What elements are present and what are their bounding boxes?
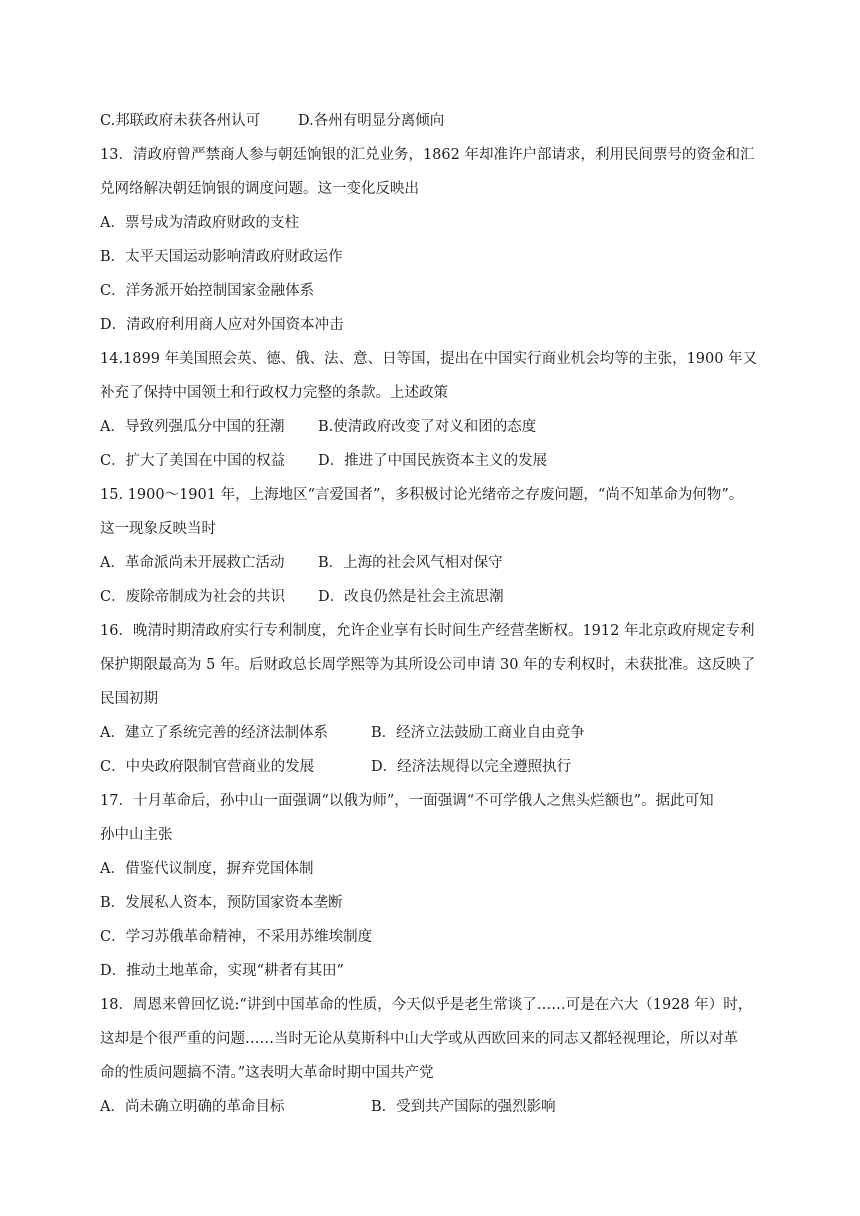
q18-option-a: A．尚未确立明确的革命目标: [100, 1099, 285, 1115]
q18-stem-line: 命的性质问题搞不清。”这表明大革命时期中国共产党: [100, 1065, 434, 1081]
q13-option-d: D．清政府利用商人应对外国资本冲击: [100, 317, 344, 333]
q15-option-b: B．上海的社会风气相对保守: [318, 555, 503, 571]
q14-stem-line: 补充了保持中国领土和行政权力完整的条款。上述政策: [100, 385, 448, 401]
q13-option-a: A．票号成为清政府财政的支柱: [100, 215, 299, 231]
q16-option-b: B．经济立法鼓励工商业自由竞争: [371, 725, 585, 741]
q13-option-c: C．洋务派开始控制国家金融体系: [100, 283, 315, 299]
q13-option-b: B．太平天国运动影响清政府财政运作: [100, 249, 343, 265]
q16-stem-line: 民国初期: [100, 691, 158, 707]
q15-option-d: D．改良仍然是社会主流思潮: [318, 589, 504, 605]
q13-stem-line: 兑网络解决朝廷饷银的调度问题。这一变化反映出: [100, 181, 419, 197]
q15-options-cd: [100, 587, 504, 607]
q16-stem-line: 保护期限最高为 5 年。后财政总长周学熙等为其所设公司申请 30 年的专利权时，未获批准。这反映了: [100, 657, 756, 673]
q16-options-cd: [100, 757, 572, 777]
q15-options-ab: [100, 553, 503, 573]
q18-option-b: B．受到共产国际的强烈影响: [371, 1099, 556, 1115]
q17-option-c: C．学习苏俄革命精神，不采用苏维埃制度: [100, 929, 373, 945]
q16-option-d: D．经济法规得以完全遵照执行: [371, 759, 572, 775]
q14-option-a: A．导致列强瓜分中国的狂潮: [100, 419, 285, 435]
q16-option-a: A．建立了系统完善的经济法制体系: [100, 725, 328, 741]
q18-stem-line: 这却是个很严重的问题……当时无论从莫斯科中山大学或从西欧回来的同志又都轻视理论，所以对革: [100, 1031, 738, 1047]
q14-option-c: C．扩大了美国在中国的权益: [100, 453, 286, 469]
q17-stem-line: 孙中山主张: [100, 827, 173, 843]
q15-option-a: A．革命派尚未开展救亡活动: [100, 555, 285, 571]
q14-option-b: B.使清政府改变了对义和团的态度: [318, 419, 537, 435]
q13-stem-line: 13．清政府曾严禁商人参与朝廷饷银的汇兑业务，1862 年却准许户部请求，利用民间票号的资金和汇: [100, 147, 755, 163]
q14-option-d: D．推进了中国民族资本主义的发展: [318, 453, 548, 469]
q16-option-c: C．中央政府限制官营商业的发展: [100, 759, 315, 775]
q15-stem-line: 15. 1900～1901 年，上海地区“言爱国者”，多积极讨论光绪帝之存废问题，“尚不知革命为何物”。: [100, 487, 744, 503]
q14-stem-line: 14.1899 年美国照会英、德、俄、法、意、日等国，提出在中国实行商业机会均等的主张，1900 年又: [100, 351, 758, 367]
q17-option-d: D．推动土地革命，实现“耕者有其田”: [100, 963, 344, 979]
q15-option-c: C．废除帝制成为社会的共识: [100, 589, 286, 605]
q17-option-b: B．发展私人资本，预防国家资本垄断: [100, 895, 343, 911]
q16-options-ab: [100, 723, 585, 743]
q14-options-ab: [100, 417, 537, 437]
q17-stem-line: 17．十月革命后，孙中山一面强调“以俄为师”，一面强调“不可学俄人之焦头烂额也”。据此可知: [100, 793, 714, 809]
q12-options-cd: [100, 111, 445, 131]
q14-options-cd: [100, 451, 548, 471]
q12-option-d: D.各州有明显分离倾向: [298, 113, 445, 129]
q12-option-c: C.邦联政府未获各州认可: [100, 113, 261, 129]
q18-options-ab: [100, 1097, 556, 1117]
q18-stem-line: 18．周恩来曾回忆说:“讲到中国革命的性质，今天似乎是老生常谈了……可是在六大（1928 年）时，: [100, 997, 753, 1013]
q16-stem-line: 16．晚清时期清政府实行专利制度，允许企业享有长时间生产经营垄断权。1912 年北京政府规定专利: [100, 623, 755, 639]
q17-option-a: A．借鉴代议制度，摒弃党国体制: [100, 861, 314, 877]
q15-stem-line: 这一现象反映当时: [100, 521, 216, 537]
